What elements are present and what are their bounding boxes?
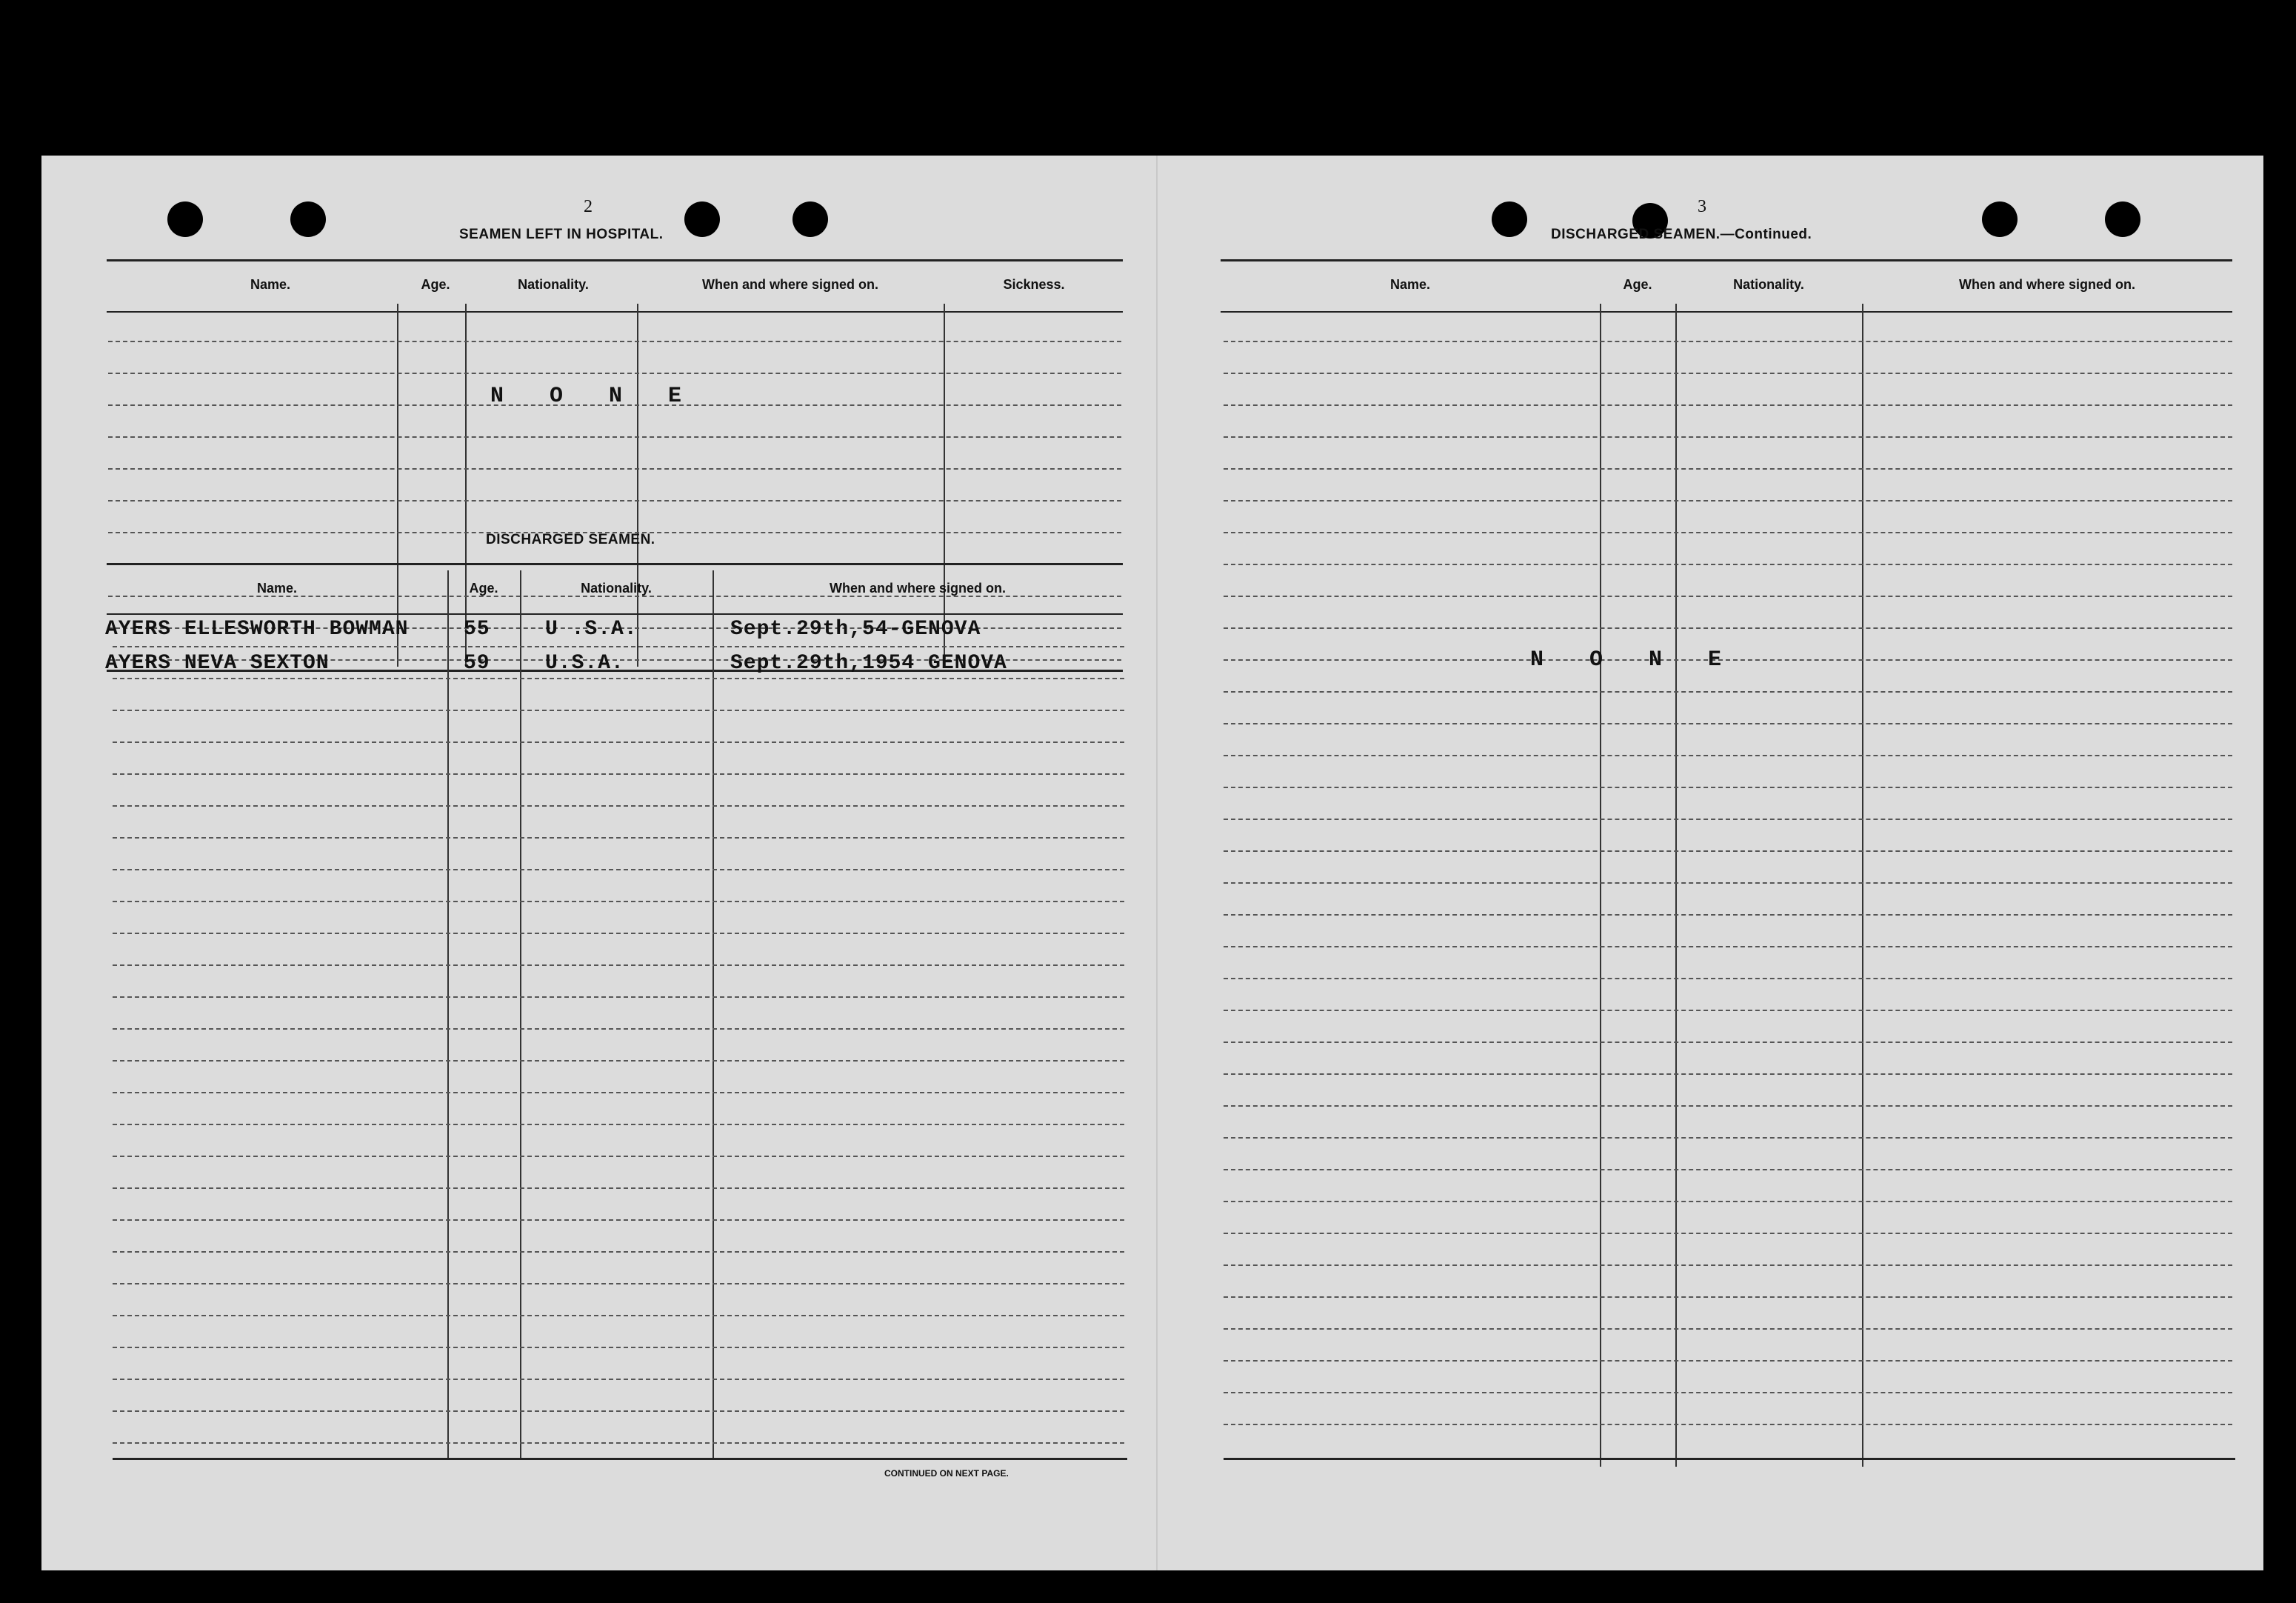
ruled-line	[1224, 436, 2232, 438]
punch-hole	[2105, 201, 2140, 237]
ruled-line	[113, 1410, 1124, 1412]
seaman-1-name: AYERS ELLESWORTH BOWMAN	[105, 618, 409, 641]
ruled-line	[1224, 532, 2232, 533]
ruled-line	[1224, 1169, 2232, 1170]
ruled-line	[1224, 627, 2232, 629]
hospital-col-signed-on: When and where signed on.	[701, 277, 879, 292]
ruled-line	[1224, 564, 2232, 565]
right-section-title: DISCHARGED SEAMEN.—Continued.	[1551, 227, 1812, 242]
punch-hole	[290, 201, 326, 237]
ruled-line	[1224, 1296, 2232, 1298]
continued-footer: CONTINUED ON NEXT PAGE.	[884, 1468, 1009, 1479]
punch-hole	[167, 201, 203, 237]
ruled-line	[1224, 373, 2232, 374]
ruled-line	[1224, 1137, 2232, 1139]
discharged-col-signed-on: When and where signed on.	[829, 581, 1007, 596]
ruled-line	[1224, 500, 2232, 501]
right-col-age: Age.	[1623, 277, 1652, 292]
punch-hole	[684, 201, 720, 237]
discharged-col-age: Age.	[469, 581, 498, 596]
hospital-col-name: Name.	[250, 277, 291, 292]
ruled-line	[1224, 596, 2232, 597]
ruled-line	[1224, 468, 2232, 470]
ruled-line	[108, 341, 1121, 342]
ruled-line	[1224, 1424, 2232, 1425]
hospital-table-header-rule	[107, 311, 1123, 313]
right-col-nationality: Nationality.	[1733, 277, 1804, 292]
hospital-col-divider	[637, 304, 638, 667]
ruled-line	[113, 805, 1124, 807]
discharged-col-nationality: Nationality.	[581, 581, 652, 596]
discharged-table-top-rule	[107, 563, 1123, 565]
ruled-line	[1224, 723, 2232, 724]
discharged-section-title: DISCHARGED SEAMEN.	[486, 532, 655, 547]
hospital-col-nationality: Nationality.	[518, 277, 589, 292]
discharged-table-bottom-rule	[113, 1458, 1127, 1460]
ruled-line	[113, 1187, 1124, 1189]
punch-hole	[1982, 201, 2018, 237]
ruled-line	[113, 1028, 1124, 1030]
ruled-line	[1224, 341, 2232, 342]
hospital-col-divider	[397, 304, 398, 667]
ruled-line	[113, 710, 1124, 711]
ruled-line	[1224, 946, 2232, 947]
ruled-line	[1224, 914, 2232, 916]
ruled-line	[113, 1060, 1124, 1062]
hospital-col-age: Age.	[421, 277, 450, 292]
discharged-col-divider	[447, 570, 449, 1459]
right-col-signed-on: When and where signed on.	[1958, 277, 2136, 292]
ruled-line	[1224, 1360, 2232, 1362]
hospital-col-divider	[465, 304, 467, 667]
ruled-line	[1224, 819, 2232, 820]
page-number-right: 3	[1698, 197, 1706, 216]
ruled-line	[113, 1315, 1124, 1316]
hospital-col-divider	[944, 304, 945, 667]
hospital-none-entry: N O N E	[490, 384, 698, 409]
page-number-left: 2	[584, 197, 593, 216]
ruled-line	[1224, 1010, 2232, 1011]
ruled-line	[113, 1251, 1124, 1253]
ruled-line	[113, 1219, 1124, 1221]
ruled-line	[113, 933, 1124, 934]
right-table-header-rule	[1221, 311, 2232, 313]
ruled-line	[113, 646, 1124, 647]
ruled-line	[1224, 850, 2232, 852]
discharged-col-name: Name.	[256, 581, 298, 596]
ruled-line	[1224, 978, 2232, 979]
ruled-line	[113, 1092, 1124, 1093]
ruled-line	[1224, 1233, 2232, 1234]
right-col-divider	[1600, 304, 1601, 1467]
ruled-line	[113, 1442, 1124, 1444]
right-none-entry: N O N E	[1530, 647, 1738, 673]
ruled-line	[113, 996, 1124, 998]
ruled-line	[113, 869, 1124, 870]
right-col-divider	[1675, 304, 1677, 1467]
document-sheet	[41, 156, 2263, 1570]
ruled-line	[1224, 1201, 2232, 1202]
seaman-2-name: AYERS NEVA SEXTON	[105, 652, 330, 675]
discharged-table-header-rule	[107, 613, 1123, 615]
ruled-line	[1224, 787, 2232, 788]
seaman-1-age: 55	[464, 618, 490, 641]
ruled-line	[1224, 882, 2232, 884]
ruled-line	[1224, 1328, 2232, 1330]
ruled-line	[113, 678, 1124, 679]
right-col-name: Name.	[1389, 277, 1431, 292]
seaman-2-age: 59	[464, 652, 490, 675]
ruled-line	[1224, 404, 2232, 406]
seaman-2-nationality: U.S.A.	[545, 652, 624, 675]
ruled-line	[113, 1283, 1124, 1284]
ruled-line	[113, 1156, 1124, 1157]
ruled-line	[113, 1379, 1124, 1380]
hospital-table-top-rule	[107, 259, 1123, 261]
seaman-2-signed-on: Sept.29th,1954 GENOVA	[730, 652, 1007, 675]
ruled-line	[113, 1124, 1124, 1125]
punch-hole	[1492, 201, 1527, 237]
right-table-top-rule	[1221, 259, 2232, 261]
discharged-col-divider	[713, 570, 714, 1459]
page-fold	[1156, 156, 1158, 1570]
ruled-line	[108, 468, 1121, 470]
ruled-line	[1224, 1392, 2232, 1393]
ruled-line	[1224, 1073, 2232, 1075]
ruled-line	[108, 373, 1121, 374]
ruled-line	[113, 741, 1124, 743]
ruled-line	[108, 500, 1121, 501]
ruled-line	[113, 901, 1124, 902]
ruled-line	[113, 964, 1124, 966]
hospital-section-title: SEAMEN LEFT IN HOSPITAL.	[459, 227, 664, 242]
ruled-line	[1224, 691, 2232, 693]
seaman-1-signed-on: Sept.29th,54-GENOVA	[730, 618, 981, 641]
ruled-line	[113, 837, 1124, 839]
ruled-line	[113, 773, 1124, 775]
discharged-col-divider	[520, 570, 521, 1459]
ruled-line	[1224, 755, 2232, 756]
ruled-line	[108, 436, 1121, 438]
seaman-1-nationality: U .S.A.	[545, 618, 638, 641]
ruled-line	[1224, 1105, 2232, 1107]
right-table-bottom-rule	[1224, 1458, 2235, 1460]
hospital-col-sickness: Sickness.	[1003, 277, 1065, 292]
right-col-divider	[1862, 304, 1863, 1467]
ruled-line	[113, 1347, 1124, 1348]
ruled-line	[1224, 1264, 2232, 1266]
ruled-line	[1224, 1042, 2232, 1043]
punch-hole	[792, 201, 828, 237]
